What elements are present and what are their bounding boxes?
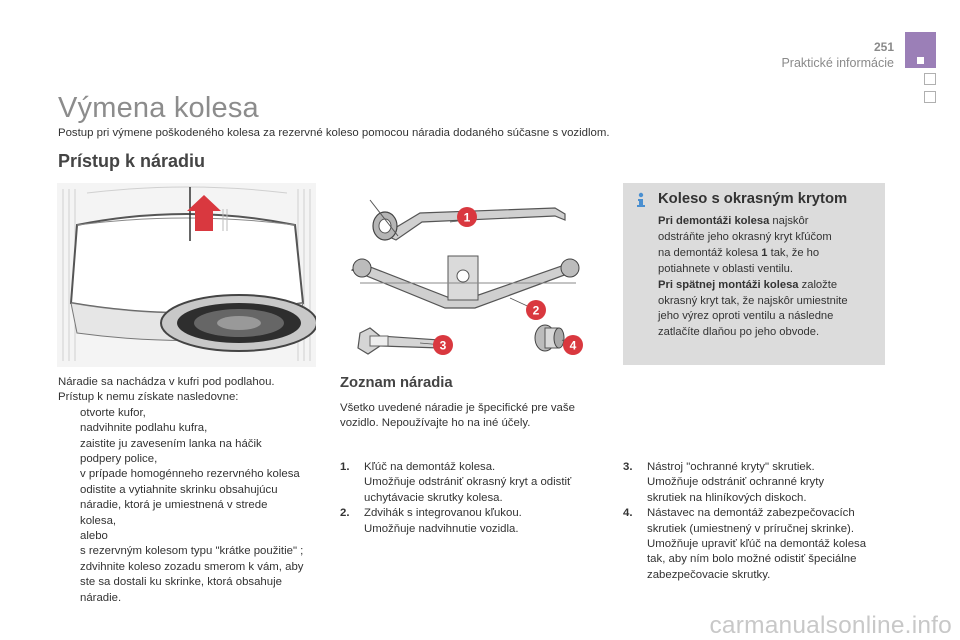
info-text: Pri demontáži kolesa najskôr odstráňte jeho okrasný kryt kľúčom na demontáž kolesa 1 tak, že ho potiahnete v oblasti ventilu. Pri spätnej montáži kolesa založte okrasný kryt tak, že najskôr umiestnite jeho výrez oproti ventilu a následne zatlačíte dlaňou po jeho obvode.	[658, 215, 848, 339]
text-line: odistite a vytiahnite skrinku obsahujúcu	[80, 483, 278, 496]
tab-box-empty	[924, 91, 936, 103]
svg-text:2: 2	[532, 303, 540, 318]
tools-list-left	[340, 460, 610, 537]
svg-text:1: 1	[463, 210, 471, 225]
info-box	[623, 183, 885, 365]
tools-illustration	[340, 188, 610, 363]
bullet-item: nadvihnite podlahu kufra,	[80, 422, 208, 435]
text-line: alebo	[80, 530, 108, 543]
text-line: náradie.	[80, 591, 122, 604]
chapter-tab	[905, 32, 936, 68]
bullet-item: otvorte kufor,	[80, 406, 146, 419]
list-item: 2. Zdvihák s integrovanou kľukou. Umožňuje nadvihnutie vozidla.	[340, 507, 522, 535]
access-instructions	[58, 375, 320, 606]
svg-text:4: 4	[569, 338, 577, 353]
text-line: kolesa,	[80, 514, 117, 527]
section-title: Praktické informácie	[781, 56, 894, 70]
page-title: Výmena kolesa	[58, 92, 259, 124]
watermark: carmanualsonline.info	[709, 612, 952, 639]
list-item: 3. Nástroj "ochranné kryty" skrutiek. Umožňuje odstrániť ochranné kryty skrutiek na hliníkových diskoch.	[623, 461, 825, 504]
page-number: 251	[873, 40, 894, 54]
list-item: 1. Kľúč na demontáž kolesa. Umožňuje odstrániť okrasný kryt a odistiť uchytávacie skrutky kolesa.	[340, 461, 572, 504]
access-heading: Prístup k náradiu	[58, 151, 206, 171]
callout-2	[510, 298, 546, 320]
list-item: 4. Nástavec na demontáž zabezpečovacích skrutiek (umiestnený v príručnej skrinke). Umožňuje upraviť kľúč na demontáž kolesa tak, aby ním bolo možné odistiť špeciálne zabezpečovacie skrutky.	[623, 507, 867, 581]
bullet-item: zaistite ju zavesením lanka na háčik	[80, 437, 262, 450]
tools-list-right	[623, 460, 898, 583]
bullet-item: v prípade homogénneho rezervného kolesa	[80, 468, 300, 481]
intro-text: Postup pri výmene poškodeného kolesa za rezervné koleso pomocou náradia dodaného súčasne s vozidlom.	[58, 127, 610, 139]
text-line: podpery police,	[80, 453, 158, 466]
text-line: náradie, ktorá je umiestnená v strede	[80, 499, 268, 512]
text-line: zdvihnite koleso zozadu smerom k vám, aby	[80, 560, 304, 573]
text-line: Náradie sa nachádza v kufri pod podlahou.	[58, 376, 275, 388]
text-line: Prístup k nemu získate nasledovne:	[58, 391, 239, 404]
tab-box-empty	[924, 73, 936, 85]
tools-intro: Všetko uvedené náradie je špecifické pre vaše vozidlo. Nepoužívajte ho na iné účely.	[340, 402, 575, 430]
info-title: Koleso s okrasným krytom	[658, 191, 848, 207]
trunk-illustration	[57, 183, 316, 367]
tools-heading: Zoznam náradia	[340, 375, 453, 391]
tab-marker	[917, 57, 924, 64]
svg-text:3: 3	[439, 338, 447, 353]
info-icon	[634, 192, 648, 208]
callout-4	[562, 335, 583, 355]
text-line: ste sa dostali ku skrinke, ktorá obsahuje	[80, 576, 282, 589]
bullet-item: s rezervným kolesom typu "krátke použitie" ;	[80, 545, 304, 558]
